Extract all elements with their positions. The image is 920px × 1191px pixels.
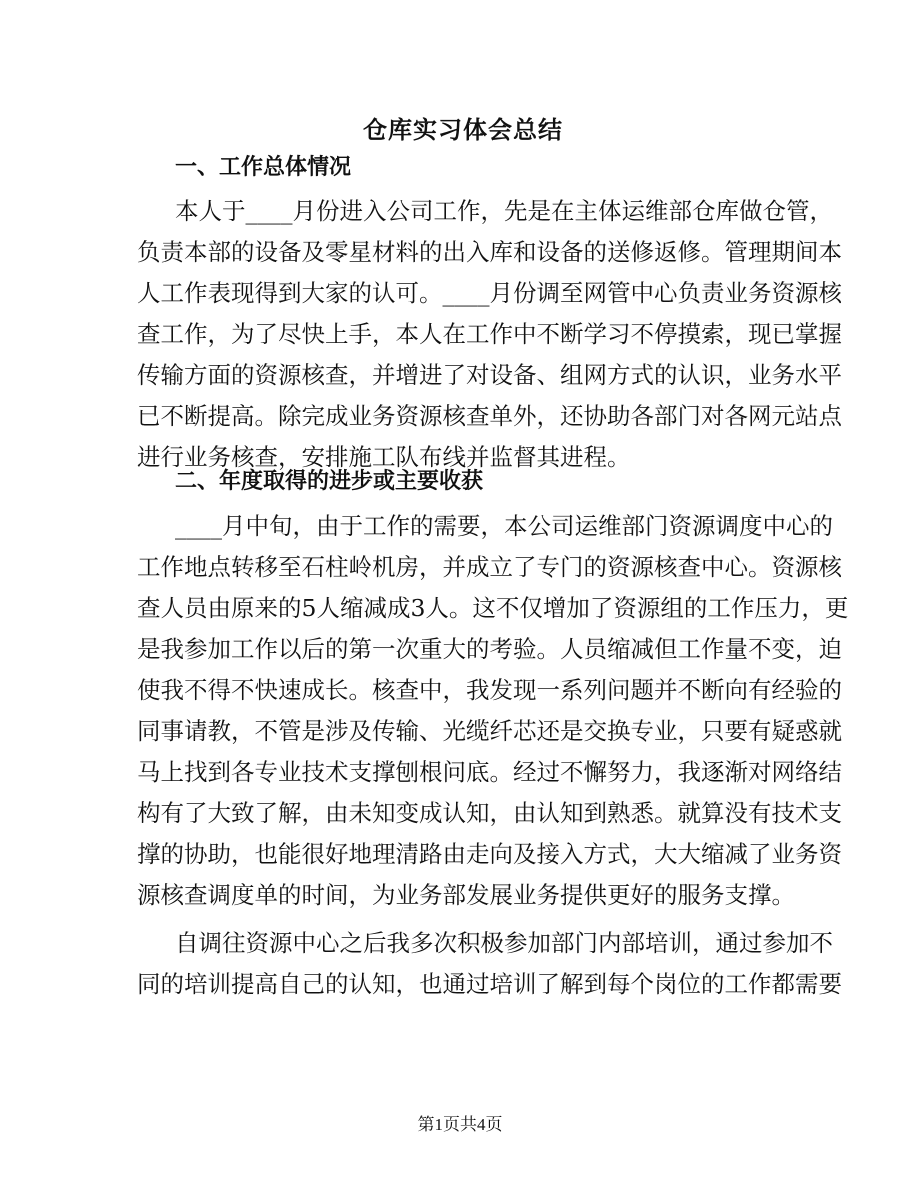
text-line: 自调往资源中心之后我多次积极参加部门内部培训，通过参加不: [175, 929, 833, 957]
text-line: ____月中旬，由于工作的需要，本公司运维部门资源调度中心的: [175, 512, 833, 540]
text-line: 负责本部的设备及零星材料的出入库和设备的送修返修。管理期间本: [137, 238, 842, 266]
text-line: 同的培训提高自己的认知，也通过培训了解到每个岗位的工作都需要: [137, 970, 842, 998]
text-line: 进行业务核查，安排施工队布线并监督其进程。: [137, 443, 631, 471]
text-line: 已不断提高。除完成业务资源核查单外，还协助各部门对各网元站点: [137, 402, 842, 430]
page-number-footer: 第1页共4页: [417, 1115, 503, 1134]
text-line: 使我不得不快速成长。核查中，我发现一系列问题并不断向有经验的: [137, 676, 842, 704]
text-line: 撑的协助，也能很好地理清路由走向及接入方式，大大缩减了业务资: [137, 840, 842, 868]
text-line: 构有了大致了解，由未知变成认知，由认知到熟悉。就算没有技术支: [137, 799, 842, 827]
paragraph: [137, 191, 842, 478]
text-line: 是我参加工作以后的第一次重大的考验。人员缩减但工作量不变，迫: [137, 635, 842, 663]
section-heading: 一、工作总体情况: [175, 154, 352, 180]
paragraph: [137, 506, 849, 916]
paragraph: [137, 923, 842, 1005]
text-line: 传输方面的资源核查，并增进了对设备、组网方式的认识，业务水平: [137, 361, 842, 389]
section-heading: 二、年度取得的进步或主要收获: [175, 468, 484, 494]
text-line: 源核查调度单的时间，为业务部发展业务提供更好的服务支撑。: [137, 881, 795, 909]
text-line: 查工作，为了尽快上手，本人在工作中不断学习不停摸索，现已掌握: [137, 320, 842, 348]
text-line: 马上找到各专业技术支撑刨根问底。经过不懈努力，我逐渐对网络结: [137, 758, 842, 786]
text-line: 人工作表现得到大家的认可。____月份调至网管中心负责业务资源核: [137, 279, 842, 307]
text-line: 工作地点转移至石柱岭机房，并成立了专门的资源核查中心。资源核: [137, 553, 842, 581]
document-title: 仓库实习体会总结: [363, 115, 563, 144]
text-line: 同事请教，不管是涉及传输、光缆纤芯还是交换专业，只要有疑惑就: [137, 717, 842, 745]
text-line: 本人于____月份进入公司工作，先是在主体运维部仓库做仓管，: [175, 197, 833, 225]
text-line: 查人员由原来的5人缩减成3人。这不仅增加了资源组的工作压力，更: [137, 594, 849, 622]
